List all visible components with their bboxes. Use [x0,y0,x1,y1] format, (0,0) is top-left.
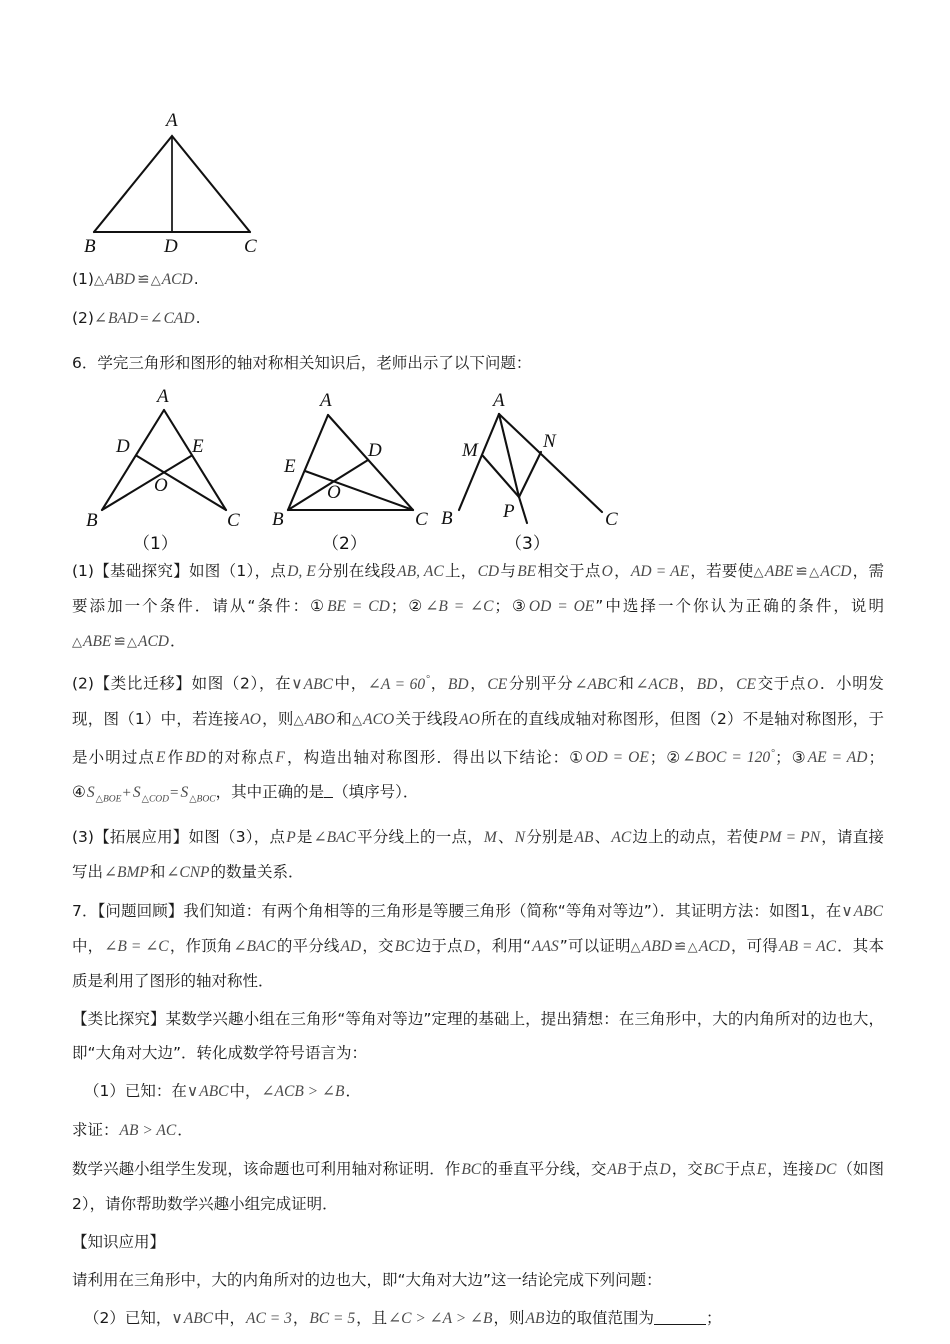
q6-p2-t11: ，则 [261,709,294,728]
q6-p1-t9: ”中选择一个你认为正确的条件，说明 [595,597,884,615]
q7-sub1-m1: ABC [199,1083,229,1101]
answer-2-index: (2) [72,309,94,327]
q7-sub2-t1: 已知， [124,1309,172,1328]
q7-p1-m4: AD [340,938,362,956]
q7-tag1: 【问题回顾】 [97,902,184,921]
q7-p3-t6: ，连接 [767,1160,814,1179]
q7-p1-m6: D [463,938,475,956]
q7-prove-line [72,1113,884,1148]
fig3-ray-AB [459,414,499,510]
fig1-label-B: B [86,510,98,531]
q6-p2-r4sub1: △BOE [95,794,122,805]
q6-p2-r3m: AE = AD [807,749,868,766]
q6-p2-r4s1: S [86,784,95,801]
q7-sub2-t5: ，则 [493,1309,525,1328]
q7-p1-t1: 我们知道：有两个角相等的三角形是等腰三角形（简称“等角对等边”）．其证明方法：如图 [183,902,801,921]
q7-sub2-m2: AC = 3 [246,1310,292,1328]
q6-p2-t5: 分别平分 [508,674,574,693]
fig3-segment-PN [519,452,541,497]
fig3-label-P: P [503,501,515,522]
fig2-label-D: D [368,440,382,461]
q7-analogy-explore [72,1002,884,1070]
q6-p2-m8: CE [736,675,756,693]
q7-p1-m1: ABC [853,903,883,921]
q7-p1-t4: ，作顶角 [169,937,233,956]
answer-2-right: CAD [163,310,195,327]
q7-p3-t8: ），请你帮助数学兴趣小组完成证明． [81,1195,338,1214]
q7-p3-t3: 于点 [627,1160,659,1179]
q6-p2-r2deg: ° [771,747,776,759]
q7-p1-t8: ，利用“ [475,937,532,956]
q6-p1-m1: D, E [287,563,316,580]
fig1-label-D: D [116,436,130,457]
q6-p2-r2: ② [665,748,682,766]
triangle-abd-acd-svg [72,96,332,257]
q6-p1-t7: ，若要使 [690,562,754,580]
q6-p2-r3: ③ [790,748,807,766]
q6-p2-r1m: OD = OE [585,749,649,766]
q6-p2-m5: ∠ABC [574,675,617,693]
q6-p2-r4sub3: △BOC [189,794,216,805]
fig3-label-A: A [493,390,505,411]
fig1-side-AC [164,410,226,510]
q7-sub1-m2: ∠ACB > ∠B [261,1083,345,1101]
label-C: C [244,236,257,257]
q6-p3-m2: ∠BAC [313,829,356,847]
q6-p1-t4: 与 [500,562,517,580]
q7-p3-m3: D [659,1161,671,1179]
q7-prove-label: 求证： [72,1121,119,1140]
q7-sub1-t3: ． [345,1082,361,1101]
q6-p2-t8: ， [718,674,736,693]
q6-p2-r1s: ； [649,748,666,766]
fig2-caption: （2） [322,534,367,554]
q7-p3-m6: DC [814,1161,837,1179]
q7-p3-t1: 数学兴趣小组学生发现，该命题也可利用轴对称证明．作 [72,1160,461,1179]
q6-p2-m2: ∠A = 60 [367,675,426,693]
answer-1-tri1: ABD [104,271,136,288]
q6-p3-t3: 平分线上的一点， [356,828,483,847]
q6-p2-m7: BD [696,675,718,693]
q6-p1-m8b: ACD [137,633,169,650]
q6-p3-m6: AC [611,829,632,847]
q7-sub2-index: （2） [84,1309,125,1328]
q7-tag2: 【类比探究】 [72,1010,166,1029]
page-content [72,96,884,1340]
q6-p1-t10: ． [169,632,186,650]
q6-p2-m11a: ABO [304,710,335,728]
q6-p3-t9: 和 [149,863,166,882]
q6-p3-m5: AB [574,829,594,847]
answer-2-left: BAD [107,310,139,327]
q7-p4-text: 请利用在三角形中，大的内角所对的边也大，即“大角对大边”这一结论完成下列问题： [72,1271,662,1290]
q6-part2-index: (2) [72,674,94,693]
q6-part1-tag: 【基础探究】 [93,562,190,580]
q6-p2-r2s: ； [775,748,791,766]
q6-p2-t16: 的对称点 [206,748,275,766]
q6-p2-r4: ④ [72,783,86,801]
q6-stem-text: 学完三角形和图形的轴对称相关知识后，老师出示了以下问题： [97,354,532,372]
q7-p2-text: 某数学兴趣小组在三角形“等角对等边”定理的基础上，提出猜想：在三角形中，大的内角所对的边也大，即“大角对大边”．转化成数学符号语言为： [72,1010,884,1063]
label-B: B [84,236,96,257]
q7-prove-period: ． [177,1121,193,1140]
figure-isosceles-triangle [72,96,884,257]
q6-p2-r4eq: = [170,785,179,801]
q7-p1-t11: ．其本质是利用了图形的轴对称性． [72,937,884,991]
q6-p3-m1: P [286,829,296,847]
q6-p2-m10: AO [240,710,261,728]
q7-sub2-m1: ABC [183,1310,214,1328]
q6-part3 [72,820,884,890]
q6-p2-m6: ∠ACB [635,675,678,693]
q7-p1-t3: 中， [72,937,104,956]
q6-stem [72,346,884,380]
q6-p2-m15: F [275,749,285,766]
q6-p2-t19: （填序号）． [333,783,419,801]
fig3-label-C: C [605,509,618,530]
q7-p3-m5: E [756,1161,767,1179]
q7-sub2: （2）已知，∨ABC中，AC = 3，BC = 5，且∠C > ∠A > ∠B，则AB边的取值范围为 ； [84,1309,722,1328]
q7-p3-t5: 于点 [724,1160,756,1179]
q6-figures-row [72,384,884,554]
q6-p2-r4s3: S [180,784,189,801]
q7-p1-t2: ，在 [810,902,842,921]
q7-p3-m4: BC [703,1161,724,1179]
q6-p1-c1: ① [310,597,327,615]
fig1-label-E: E [192,436,204,457]
q7-p1-m8a: ABD [641,938,672,956]
q7-sub2-t6: 边的取值范围为 [545,1309,654,1328]
q6-p3-t10: 的数量关系． [210,863,304,882]
q6-p2-m4: CE [487,675,508,693]
q6-p3-t6: 、 [594,828,611,847]
q7-p1-t6: ，交 [362,937,394,956]
q6-p2-t6: 和 [617,674,635,693]
q6-p2-m12: AO [459,710,480,728]
fig3-label-N: N [543,431,556,452]
q6-p1-t8: ，需要添加一个条件．请从“条件： [72,562,884,615]
q7-p3-t2: 的垂直平分线，交 [482,1160,607,1179]
fig1-segment-BE [102,456,191,510]
q7-p1-t5: 的平分线 [276,937,340,956]
q7-p1-m2: ∠B = ∠C [104,938,169,956]
fig3-label-B: B [441,508,453,529]
fig2-label-A: A [320,390,332,411]
q6-p3-t8: ，请直接写出 [72,828,884,882]
q6-p2-t9: 交于点 [756,674,807,693]
q6-p2-m1: ABC [303,675,333,693]
q7-prove-expr: AB > AC [119,1122,177,1140]
q7-p3-m1: BC [461,1161,482,1179]
q7-sub2-t3: ， [292,1309,309,1328]
q6-number: 6． [72,354,98,372]
equals-symbol-2: = [140,311,149,327]
fig1-caption: （1） [133,534,178,554]
q6-p1-m5: O [601,563,613,580]
q6-part2: (2)【类比迁移】如图（2），在∨ABC中，∠A = 60°，BD，CE分别平分∠ABC和∠ACB，BD，CE交于点O．小明发现，图（1）中，若连接AO，则△ABO和△ACO关于线段AO所在的直线成轴对称图形，但图（2）不是轴对称图形，于是小明过点E作BD的对称点F，构造出轴对称图形．得出以下结论：①OD = OE；②∠BOC = 120°；③AE = AD；$④S_{\triangle BOE}+ S_{\triangle COD}= S_{\triangle BOC}$，其中正确的是 （填序号）． [72,674,884,805]
q6-p1-m2: AB, AC [397,563,444,580]
q6-p2-t3: ， [430,674,447,693]
q6-p3-t7: 边上的动点，若使 [632,828,759,847]
answer-line-2: (2)∠BAD =∠CAD. [72,309,201,327]
q6-p3-m4: N [514,829,526,847]
q6-p1-t1: 如图（1），点 [189,562,287,580]
q7-number: 7． [72,902,98,921]
q6-part3-tag: 【拓展应用】 [93,828,189,847]
q7-sub2-m4: ∠C > ∠A > ∠B [388,1310,493,1328]
q6-p2-r4s2: S [132,784,141,801]
fig3-caption: （3） [505,534,550,554]
q7-p1-m7: AAS [532,938,559,956]
q7-knowledge-apply-tag [72,1225,884,1259]
q6-p1-c2: ② [406,597,425,615]
q7-p1-t7: 边于点 [415,937,463,956]
q6-p1-m7b: ACD [820,563,852,580]
q7-problem-review: 7．【问题回顾】我们知道：有两个角相等的三角形是等腰三角形（简称“等角对等边”）．其证明方法：如图1，在∨ABC中，∠B = ∠C，作顶角∠BAC的平分线AD，交BC边于点D，利用“AAS”可以证明△ABD ≌△ACD，可得AB = AC．其本质是利用了图形的轴对称性． [72,902,884,991]
label-A: A [166,110,178,131]
q6-p1-m7a: ABE [764,563,794,580]
q7-sub2-m5: AB [525,1310,545,1328]
q6-p1-m8a: ABE [83,633,112,650]
fig1-label-O: O [154,475,168,496]
q6-p2-answer-blank[interactable] [324,785,333,798]
q6-p3-t1: 如图（3），点 [188,828,286,847]
q7-sub1-index: （1） [84,1082,125,1101]
answer-1-period: . [193,270,199,288]
q6-p3-t4: 、 [497,828,514,847]
q7-sub1: （1）已知：在∨ABC中，∠ACB > ∠B． [84,1082,361,1101]
q6-p3-m3: M [483,829,497,847]
q7-axis-symmetry-proof [72,1152,884,1221]
q7-sub1-t1: 已知：在 [124,1082,187,1101]
fig2-label-C: C [415,509,428,530]
q7-p1-n1: 1 [800,902,811,921]
q6-p1-m6: AD = AE [630,563,690,580]
answer-1-index: (1) [72,270,94,288]
q6-part3-index: (3) [72,828,94,847]
q7-p1-m5: BC [394,938,415,956]
q6-p2-m11b: ACO [363,710,395,728]
q7-p1-m3: ∠BAC [233,938,276,956]
answer-1-tri2: ACD [161,271,193,288]
q6-p2-t7: ， [678,674,696,693]
q6-p2-r4plus: + [122,785,131,801]
q6-p2-r4sub2: △COD [141,794,170,805]
q7-p3-m2: AB [607,1161,627,1179]
q6-p2-t10: ．小明发现，图（1）中，若连接 [72,674,884,728]
q6-p1-c1s: ； [390,597,407,615]
fig2-label-O: O [327,482,341,503]
q7-sub2-t4: ，且 [356,1309,388,1328]
q7-p3-t4: ，交 [671,1160,703,1179]
fig2-label-E: E [284,456,296,477]
q6-p3-m8: ∠BMP [104,864,149,882]
q6-p2-m13: E [156,749,166,766]
q6-p3-m7: PM = PN [759,829,821,847]
fig3-segment-P-ext [519,497,527,523]
q6-p3-t2: 是 [296,828,313,847]
q6-p1-c2m: ∠B = ∠C [425,598,494,615]
q6-p2-r2m: ∠BOC = 120 [682,749,771,766]
congruent-symbol-1: ≌ [137,272,150,288]
figure-3-svg [437,384,667,554]
q6-p3-m9: ∠CNP [166,864,210,882]
fig1-label-C: C [227,510,240,531]
q6-p2-t15: 作 [166,748,185,766]
figure-2-svg [258,384,458,554]
q7-p1-t10: ，可得 [730,937,778,956]
q6-p2-t12: 和 [335,709,352,728]
q6-p1-c3: ③ [509,597,528,615]
q6-p1-t2: 分别在线段 [316,562,397,580]
q6-p2-t13: 关于线段 [395,709,459,728]
q6-p2-t14: 所在的直线成轴对称图形，但图（2）不是轴对称图形，于是小明过点 [72,709,884,766]
q6-p1-t3: 上， [444,562,477,580]
q7-p1-m9: AB = AC [778,938,836,956]
fig3-label-M: M [462,440,478,461]
q7-sub2-t2: 中， [214,1309,246,1328]
q6-p1-c1m: BE = CD [327,598,390,615]
fig3-ray-AC [499,414,602,512]
q7-p1-m8b: ACD [698,938,730,956]
q7-sub2-m3: BC = 5 [309,1310,356,1328]
label-D: D [164,236,178,257]
q7-tag3: 【知识应用】 [72,1233,166,1252]
q6-p2-t17: ，构造出轴对称图形．得出以下结论： [285,748,570,766]
q6-part1: (1)【基础探究】如图（1），点D, E分别在线段AB, AC上，CD与BE相交于点O，AD = AE，若要使△ABE ≌△ACD，需要添加一个条件．请从“条件：①BE = CD；②∠B = ∠C；③OD = OE”中选择一个你认为正确的条件，说明△ABE ≌△ACD． [72,562,884,650]
fig2-label-B: B [272,509,284,530]
fig1-label-A: A [157,386,169,407]
q7-sub2-semicolon: ； [706,1309,722,1328]
q6-p2-deg: ° [426,674,431,685]
q6-p2-m14: BD [185,749,206,766]
q7-sub1-t2: 中， [229,1082,261,1101]
fig1-segment-CD [137,456,226,510]
q6-p1-t6: ， [613,562,630,580]
q6-p3-t5: 分别是 [526,828,574,847]
q6-p2-t4: ， [469,674,487,693]
answer-2-period: . [195,309,201,327]
q7-p3-t7: （如图 [837,1160,884,1179]
q6-p2-m3: BD [447,675,469,693]
q6-part2-tag: 【类比迁移】 [93,674,192,693]
q7-p1-t9: ”可以证明 [559,937,631,956]
q7-sub2-answer-blank[interactable] [654,1310,706,1325]
q6-p1-c3m: OD = OE [528,598,595,615]
q6-p2-m9: O [807,675,819,693]
q6-part1-index: (1) [72,562,94,580]
q6-p1-m4: BE [517,563,537,580]
q6-p1-c2s: ； [494,597,510,615]
q6-p2-r3s: ； [868,748,884,766]
q6-p2-r1: ① [569,748,585,766]
q7-knowledge-apply-text [72,1263,884,1297]
q6-p1-t5: 相交于点 [537,562,601,580]
q6-p2-t1: 如图（2），在 [191,674,292,693]
q6-p2-t2: 中， [333,674,367,693]
q6-p2-t18: ，其中正确的是 [215,783,325,801]
q6-p1-m3: CD [477,563,500,580]
answer-line-1: (1)△ABD ≌△ACD. [72,270,199,288]
q7-p3-n1: 2 [72,1195,82,1214]
